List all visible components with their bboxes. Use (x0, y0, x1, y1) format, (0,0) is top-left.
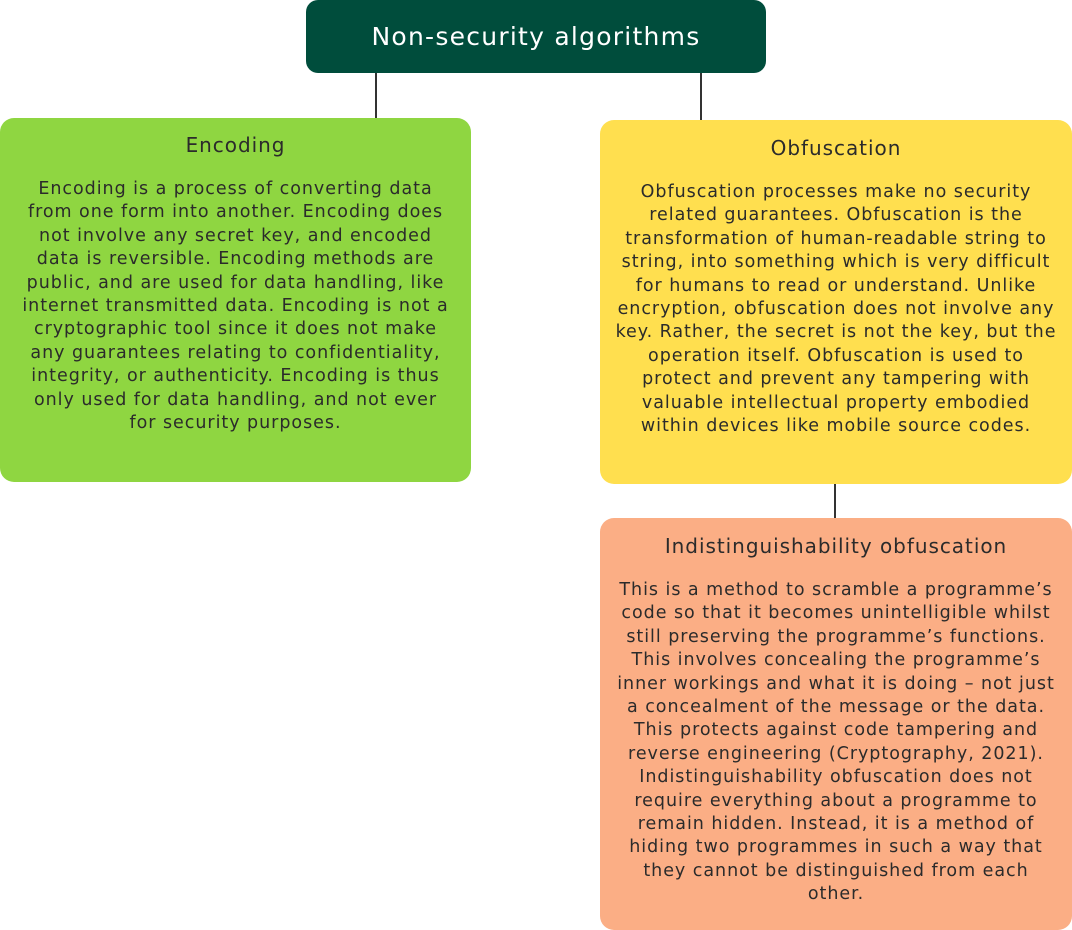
node-indistinguishability-obfuscation-title: Indistinguishability obfuscation (664, 534, 1008, 558)
node-obfuscation-text: Obfuscation processes make no security related guarantees. Obfuscation is the transformation of human-readable string to string, into something which is very difficult for humans to read or understand. Unlike encryption, obfuscation does not involve any key. Rather, the secret is not the key, but the operation itself. Obfuscation is used to protect and prevent any tampering with valuable intellectual property embodied within devices like mobile source codes. (615, 182, 1057, 437)
node-obfuscation (600, 120, 1072, 484)
node-indistinguishability-obfuscation (600, 518, 1072, 930)
node-encoding (0, 118, 471, 482)
root-node-title: Non-security algorithms (371, 22, 701, 51)
node-obfuscation-title: Obfuscation (770, 136, 902, 160)
root-node-non-security-algorithms (306, 0, 766, 73)
node-encoding-text: Encoding is a process of converting data from one form into another. Encoding does not involve any secret key, and encoded data is reversible. Encoding methods are public, and are used for data handling, like internet transmitted data. Encoding is not a cryptographic tool since it does not make any guarantees relating to confidentiality, integrity, or authenticity. Encoding is thus only used for data handling, and not ever for security purposes. (22, 179, 449, 434)
node-encoding-title: Encoding (185, 133, 286, 157)
node-indistinguishability-obfuscation-text: This is a method to scramble a programme’s code so that it becomes unintelligible whilst still preserving the programme’s functions. This involves concealing the programme’s inner workings and what it is doing – not just a concealment of the message or the data. This protects against code tampering and reverse engineering (Cryptography, 2021). Indistinguishability obfuscation does not require everything about a programme to remain hidden. Instead, it is a method of hiding two programmes in such a way that they cannot be distinguished from each other. (617, 580, 1055, 905)
